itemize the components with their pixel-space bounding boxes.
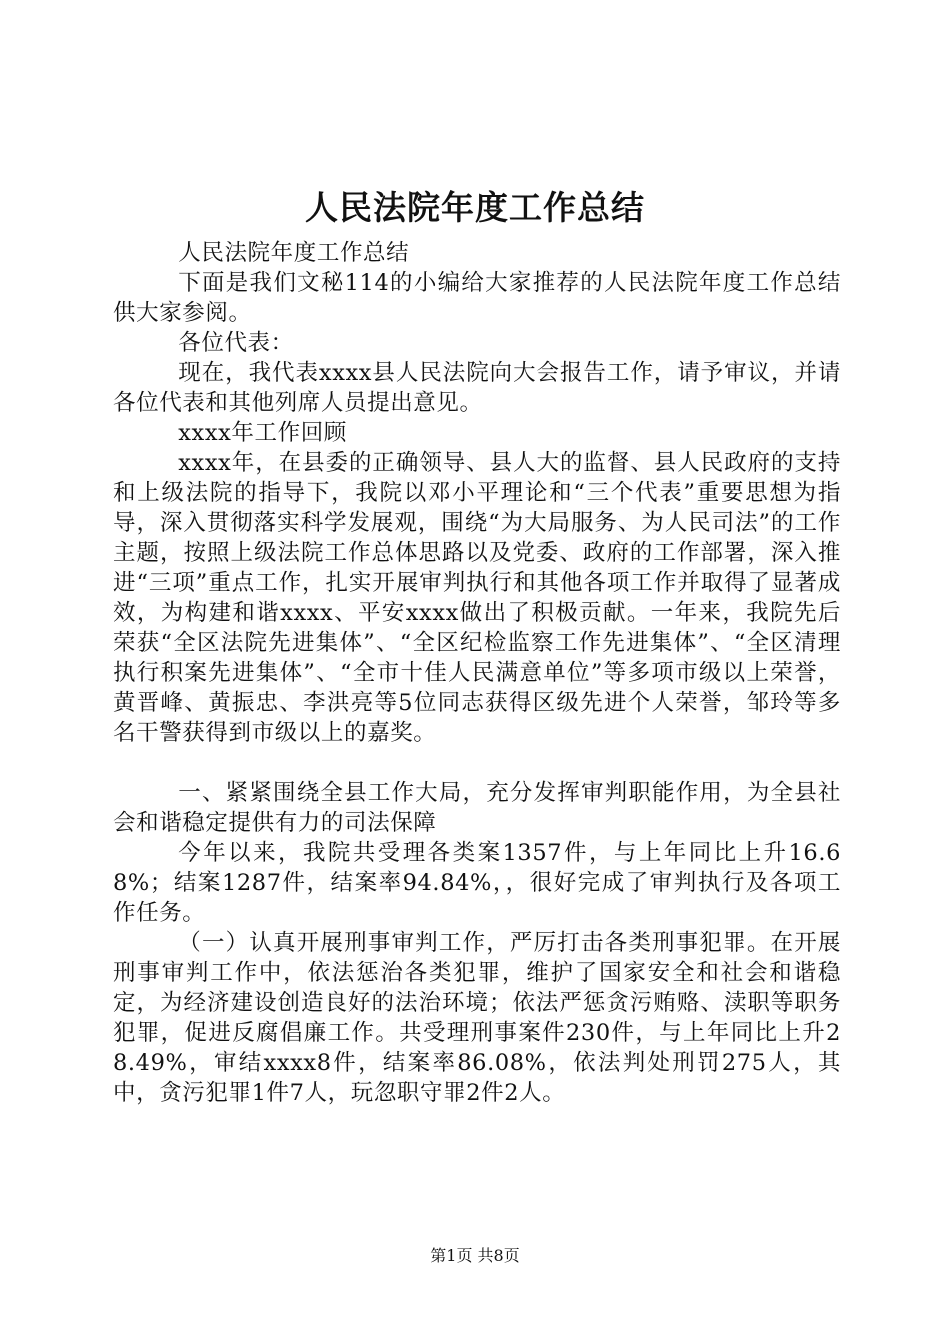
paragraph-salutation: 各位代表： [178, 330, 294, 356]
paragraph-criminal-trials: （一）认真开展刑事审判工作，严厉打击各类刑事犯罪。在开展刑事审判工作中，依法惩治各类犯罪，维护了国家安全和社会和谐稳定，为经济建设创造良好的法治环境；依法严惩贪污贿赂、渎职等职务犯罪，促进反腐倡廉工作。共受理刑事案件230件，与上年同比上升28.49%，审结xxxx8件，结案率86.08%，依法判处刑罚275人，其中，贪污犯罪1件7人，玩忽职守罪2件2人。 [113, 930, 841, 1106]
paragraph-heading-repeat: 人民法院年度工作总结 [178, 240, 410, 266]
paragraph-intro: 下面是我们文秘114的小编给大家推荐的人民法院年度工作总结供大家参阅。 [113, 270, 841, 326]
paragraph-section-review: xxxx年工作回顾 [178, 420, 347, 446]
document-title: 人民法院年度工作总结 [305, 188, 645, 227]
paragraph-case-statistics: 今年以来，我院共受理各类案1357件，与上年同比上升16.68%；结案1287件，结案率94.84%，，很好完成了审判执行及各项工作任务。 [113, 840, 841, 926]
paragraph-review-body: xxxx年，在县委的正确领导、县人大的监督、县人民政府的支持和上级法院的指导下，我院以邓小平理论和“三个代表”重要思想为指导，深入贯彻落实科学发展观，围绕“为大局服务、为人民司法”的工作主题，按照上级法院工作总体思路以及党委、政府的工作部署，深入推进“三项”重点工作，扎实开展审判执行和其他各项工作并取得了显著成效，为构建和谐xxxx、平安xxxx做出了积极贡献。一年来，我院先后荣获“全区法院先进集体”、“全区纪检监察工作先进集体”、“全区清理执行积案先进集体”、“全市十佳人民满意单位”等多项市级以上荣誉，黄晋峰、黄振忠、李洪亮等5位同志获得区级先进个人荣誉，邹玲等多名干警获得到市级以上的嘉奖。 [113, 450, 841, 746]
page-number-footer: 第1页 共8页 [430, 1246, 520, 1265]
paragraph-opening: 现在，我代表xxxx县人民法院向大会报告工作，请予审议，并请各位代表和其他列席人员提出意见。 [113, 360, 841, 416]
paragraph-section-one-heading: 一、紧紧围绕全县工作大局，充分发挥审判职能作用，为全县社会和谐稳定提供有力的司法保障 [113, 780, 841, 836]
document-body [113, 238, 841, 1108]
